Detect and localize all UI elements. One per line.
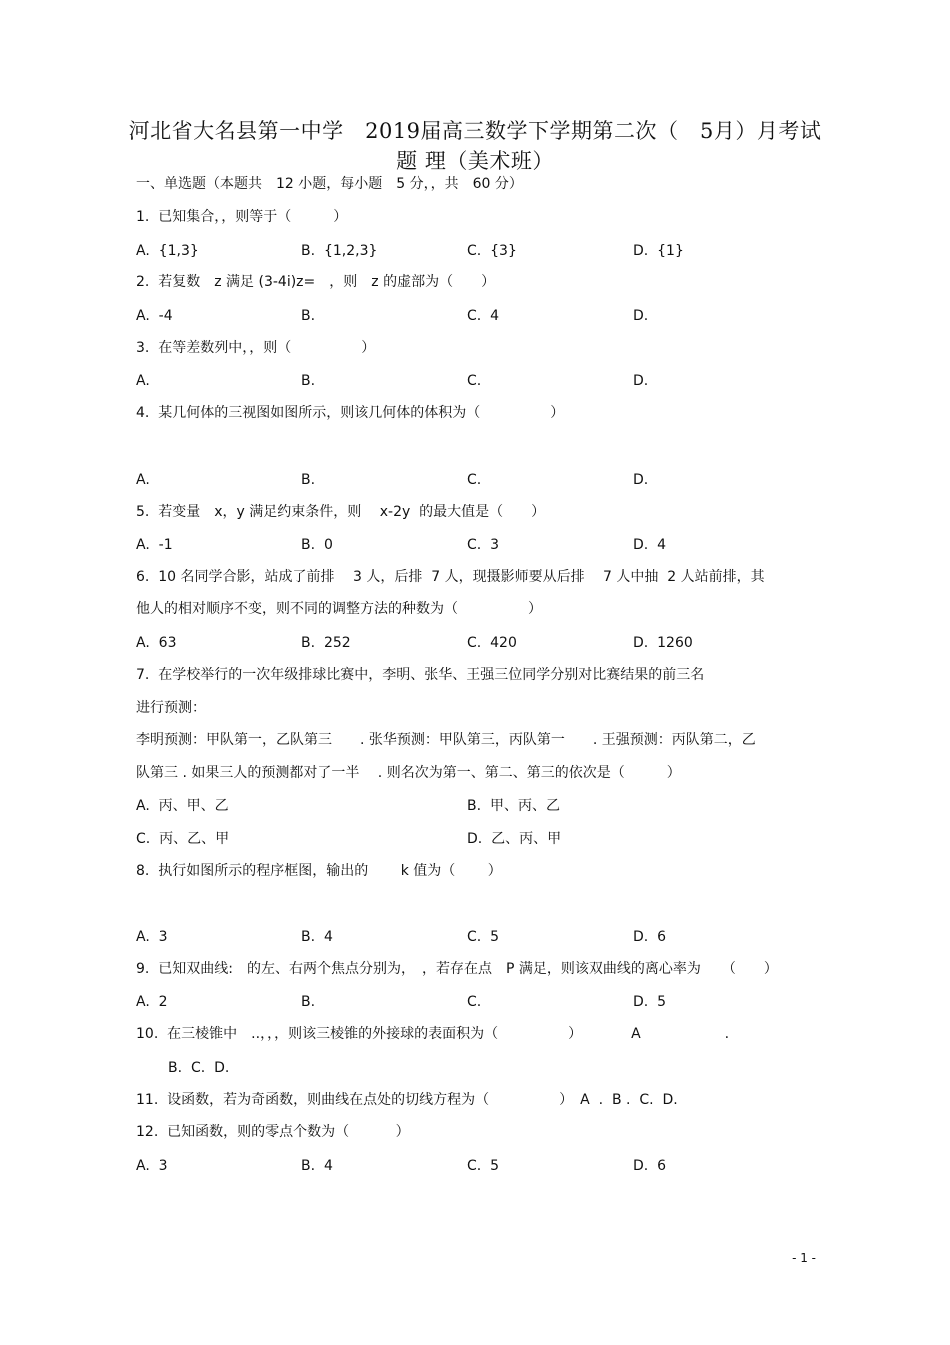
q2-option-c: C. 4 [467,308,500,324]
q1-option-a: A. {1,3} [136,243,199,259]
q12-option-a: A. 3 [136,1158,168,1174]
question-11: 11. 设函数，若为奇函数，则曲线在点处的切线方程为（ ） A . B . C. D. [136,1092,678,1108]
q8-option-a: A. 3 [136,929,168,945]
question-7-cont-2: 李明预测：甲队第一，乙队第三 . 张华预测：甲队第三，丙队第一 . 王强预测：丙队第二，乙 [136,732,756,748]
q4-option-d: D. [633,472,649,488]
q7-option-c: C. 丙、乙、甲 [136,831,230,847]
q9-option-c: C. [467,994,482,1010]
q9-option-d: D. 5 [633,994,667,1010]
q6-option-b: B. 252 [301,635,351,651]
question-12: 12. 已知函数，则的零点个数为（ ） [136,1124,410,1140]
question-6: 6. 10 名同学合影，站成了前排 3 人，后排 7 人，现摄影师要从后排 7 人中抽 2 人站前排，其 [136,569,765,585]
question-3: 3. 在等差数列中，，则（ ） [136,340,376,356]
section-heading: 一、单选题（本题共 12 小题，每小题 5 分，，共 60 分） [136,176,523,192]
question-4: 4. 某几何体的三视图如图所示，则该几何体的体积为（ ） [136,405,565,421]
q4-option-a: A. [136,472,150,488]
q1-option-d: D. {1} [633,243,684,259]
q6-option-d: D. 1260 [633,635,693,651]
question-10: 10. 在三棱锥中 ..，，，则该三棱锥的外接球的表面积为（ ） A . [136,1026,730,1042]
q9-option-a: A. 2 [136,994,168,1010]
q1-option-b: B. {1,2,3} [301,243,378,259]
q3-option-b: B. [301,373,316,389]
q5-option-a: A. -1 [136,537,173,553]
q12-option-c: C. 5 [467,1158,500,1174]
q4-option-c: C. [467,472,482,488]
page-number: - 1 - [792,1251,816,1265]
q1-option-c: C. {3} [467,243,517,259]
q2-option-b: B. [301,308,316,324]
q4-option-b: B. [301,472,316,488]
title-line-2: 题 理（美术班） [396,149,554,173]
q8-option-b: B. 4 [301,929,333,945]
q8-option-d: D. 6 [633,929,667,945]
question-1: 1. 已知集合，，则等于（ ） [136,209,348,225]
question-7-cont-3: 队第三 . 如果三人的预测都对了一半 . 则名次为第一、第二、第三的依次是（ ） [136,765,681,781]
question-9: 9. 已知双曲线: 的左、右两个焦点分别为， ，若存在点 P 满足，则该双曲线的离心率为 （ ） [136,961,778,977]
q6-option-a: A. 63 [136,635,177,651]
q5-option-b: B. 0 [301,537,333,553]
q7-option-b: B. 甲、丙、乙 [467,798,560,814]
q6-option-c: C. 420 [467,635,517,651]
q8-option-c: C. 5 [467,929,500,945]
question-6-cont: 他人的相对顺序不变，则不同的调整方法的种数为（ ） [136,601,542,617]
question-10-options: B. C. D. [168,1060,230,1076]
q9-option-b: B. [301,994,316,1010]
q3-option-a: A. [136,373,150,389]
q3-option-d: D. [633,373,649,389]
question-8: 8. 执行如图所示的程序框图，输出的 k 值为（ ） [136,863,502,879]
question-7-cont-1: 进行预测： [136,700,206,716]
q3-option-c: C. [467,373,482,389]
q7-option-d: D. 乙、丙、甲 [467,831,562,847]
q2-option-a: A. -4 [136,308,173,324]
question-2: 2. 若复数 z 满足 (3-4i)z= ，则 z 的虚部为（ ） [136,274,496,290]
q12-option-b: B. 4 [301,1158,333,1174]
question-5: 5. 若变量 x，y 满足约束条件，则 x-2y 的最大值是（ ） [136,504,546,520]
q2-option-d: D. [633,308,649,324]
q7-option-a: A. 丙、甲、乙 [136,798,229,814]
q5-option-c: C. 3 [467,537,500,553]
question-7: 7. 在学校举行的一次年级排球比赛中，李明、张华、王强三位同学分别对比赛结果的前三名 [136,667,705,683]
title-line-1: 河北省大名县第一中学 2019届高三数学下学期第二次（ 5月）月考试 [128,119,822,143]
q12-option-d: D. 6 [633,1158,667,1174]
q5-option-d: D. 4 [633,537,667,553]
